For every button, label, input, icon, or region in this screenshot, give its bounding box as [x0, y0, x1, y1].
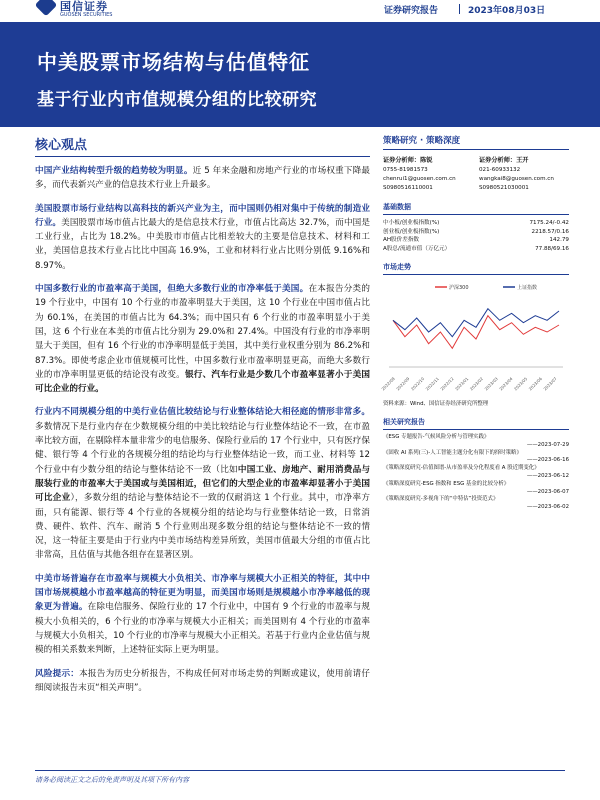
x-tick-label: 2023/05 — [512, 376, 529, 392]
basic-data-row — [383, 236, 569, 245]
x-tick-label: 2022/09 — [395, 376, 411, 392]
series-line — [393, 316, 559, 349]
x-tick-label: 2023/01 — [454, 376, 470, 392]
trend-svg — [380, 279, 569, 399]
doc-type: 证券研究报告 — [384, 6, 439, 16]
x-tick-label: 2022/12 — [439, 376, 455, 392]
related-report-date: ——2023-06-07 — [526, 488, 569, 495]
legend-label: 沪深300 — [449, 285, 469, 291]
related-title: 相关研究报告 — [383, 417, 569, 430]
related-report-date: ——2023-07-29 — [526, 441, 569, 448]
logo-name-en: GUOSEN SECURITIES — [60, 11, 113, 18]
title-banner — [0, 22, 600, 127]
analyst-card: 证券分析师：王开 021-60933132 wangkai8@guosen.com.cn S0980521030001 — [479, 156, 569, 193]
analyst-email[interactable]: chenrui1@guosen.com.cn — [383, 176, 456, 182]
paragraph-1: 中国产业结构转型升级的趋势较为明显。近 5 年来金融和房地产行业的市场权重下降最多，而代表新兴产业的信息技术行业上升最多。 — [35, 166, 370, 191]
basic-data-title: 基础数据 — [383, 202, 569, 215]
x-tick-label: 2022/08 — [380, 376, 396, 392]
core-heading: 核心观点 — [35, 134, 370, 157]
basic-data-key: A股总/流通市值（万亿元） — [383, 245, 451, 252]
series-line — [393, 309, 559, 337]
basic-data-value: 142.79 — [549, 237, 569, 243]
logo-icon — [35, 0, 58, 16]
risk-warning: 风险提示：本报告为历史分析报告，不构成任何对市场走势的判断或建议，使用前请仔细阅读报告末页“相关声明”。 — [35, 668, 370, 693]
x-tick-label: 2023/06 — [527, 376, 543, 392]
core-views — [35, 134, 370, 704]
analysts — [383, 156, 569, 193]
basic-data-value: 2218.57/0.16 — [531, 228, 569, 235]
basic-data-key: AH股价差指数 — [383, 237, 420, 243]
related-report-link[interactable]: 《策略深度研究-估值图谱-从市盈率及分化程度看 A 股近期变化》 — [383, 465, 540, 472]
x-tick-label: 2023/07 — [542, 376, 558, 392]
x-tick-label: 2023/02 — [468, 376, 485, 392]
paragraph-5: 中美市场普遍存在市盈率与规模大小负相关、市净率与规模大小正相关的特征，其中中国市场规模越小市盈率越高的特征更为明显，而美国市场则是规模越小市净率越低的现象更为普遍。在除电信服务、保险行业的 17 个行业中，中国有 9 个行业的市盈率与规模大小负相关的，6 个行业的市净率与规模大小正相关；而美国则有 4 个行业的市盈率与规模大小负相关，10 个行业的市净率与规模大小正相关。若基于行业内企业估值与规模的相关系数来判断，上述特征实际上更为明显。 — [35, 573, 370, 656]
sidebar — [380, 134, 569, 512]
paragraph-4: 行业内不同规模分组的中美行业估值比较结论与行业整体结论大相径庭的情形非常多。多数情况下是行业内存在少数规模分组的中美比较结论与行业整体结论不一致，在市盈率比较方面，在剔除样本量非常少的电信服务、保险行业后的 17 个行业中，只有医疗保健、银行等 4 个行业的各规模分组的结论均与行业整体结论一致，而工业、材料等 12 个行业中有少数分组的结论与整体结论不一致（比如中国工业、房地产、耐用消费品与服装行业的市盈率大于美国或与美国相近，但它们的大型企业的市盈率却显著小于美国可比企业），多数分组的结论与整体结论不一致的仅耐消这 1 个行业。其中，市净率方面，只有能源、银行等 4 个行业的各规模分组的结论均与行业整体结论一致，日常消费、硬件、软件、汽车、耐消 5 个行业则出现多数分组的结论与整体结论不一致的情况，这一特征主要是由于行业内中美市场结构差异所致，美国市值最大分组的市值占比非常高，且估值与其他各组存在显著区别。 — [35, 407, 370, 561]
x-tick-label: 2023/04 — [498, 376, 514, 392]
header-divider — [459, 4, 460, 14]
paragraph-2: 美国股票市场行业结构以高科技的新兴产业为主，而中国则仍相对集中于传统的制造业行业。美国股票市场市值占比最大的是信息技术行业，市值占比高达 32.7%，而中国是工业行业，占比为 18.2%。中美股市市值占比相差较大的主要是信息技术、材料和工业，美国信息技术行业占比比中国高 16.9%，工业和材料行业占比则分别低 9.16%和 8.97%。 — [35, 203, 370, 271]
related-report-link[interactable]: 《策略深度研究-ESG 指数和 ESG 基金的比较分析》 — [383, 480, 510, 487]
basic-data-list — [383, 219, 569, 253]
related-report-link[interactable]: 《策略深度研究-多视角下的“中特估”投资范式》 — [383, 496, 499, 503]
related-reports — [383, 434, 569, 512]
logo-name: 国信证券 — [60, 0, 108, 13]
basic-data-row — [383, 219, 569, 228]
related-report-link[interactable]: 《ESG 专题报告-气候风险分析与管理实践》 — [383, 434, 490, 440]
related-report-date: ——2023-06-16 — [526, 457, 569, 464]
doc-date: 2023年08月03日 — [468, 6, 546, 16]
related-report-link[interactable]: 《固收 AI 系列(三)-人工智能主题分化有限下的择时策略》 — [383, 449, 522, 456]
x-tick-label: 2023/03 — [483, 376, 499, 392]
trend-title: 市场走势 — [383, 262, 569, 275]
basic-data-row — [383, 228, 569, 237]
basic-data-value: 77.88/69.16 — [535, 245, 569, 252]
related-report-date: ——2023-06-12 — [526, 472, 569, 479]
x-tick-label: 2022/10 — [409, 376, 426, 392]
footer-disclaimer: 请务必阅读正文之后的免责声明及其项下所有内容 — [35, 770, 565, 785]
analyst-email[interactable]: wangkai8@guosen.com.cn — [479, 176, 554, 182]
related-report-date: ——2023-06-02 — [526, 504, 569, 511]
report-title: 中美股票市场结构与估值特征 — [37, 50, 310, 74]
basic-data-key: 创业板/创业板指数(%) — [383, 228, 440, 235]
analyst-card: 证券分析师：陈锐 0755-81981573 chenrui1@guosen.com.cn S0980516110001 — [383, 156, 473, 193]
sidebar-title: 策略研究 · 策略深度 — [383, 134, 569, 150]
basic-data-key: 中小板/创业板指数(%) — [383, 220, 440, 226]
report-subtitle: 基于行业内市值规模分组的比较研究 — [37, 90, 317, 110]
paragraph-3: 中国多数行业的市盈率高于美国，但绝大多数行业的市净率低于美国。在本报告分类的 19 个行业中，中国有 10 个行业的市盈率明显大于美国，这 10 个行业在中国市值占比为 60.1%，在美国的市值占比为 64.3%；而中国只有 6 个行业的市盈率明显小于美国，这 6 个行业在本美的市值占比分别为 29.0%和 27.4%。中国没有行业的市净率明显大于美国，但有 16 个行业的市净率明显低于美国，其中美行业权重分别为 86.2%和 87.3%。即使考虑企业市值规模可比性，中国多数行业市盈率明显更高，而绝大多数行业的市净率明显更低的结论没有改变。银行、汽车行业是少数几个市盈率显著小于美国可比企业的行业。 — [35, 284, 370, 395]
chart-source: 资料来源：Wind、国信证券经济研究所整理 — [383, 401, 489, 407]
basic-data-value: 7175.24/-0.42 — [529, 220, 569, 226]
basic-data-row — [383, 245, 569, 254]
x-tick-label: 2022/11 — [424, 376, 440, 392]
market-trend-chart — [380, 279, 569, 399]
logo — [38, 0, 148, 18]
legend-label: 上证指数 — [517, 285, 538, 291]
